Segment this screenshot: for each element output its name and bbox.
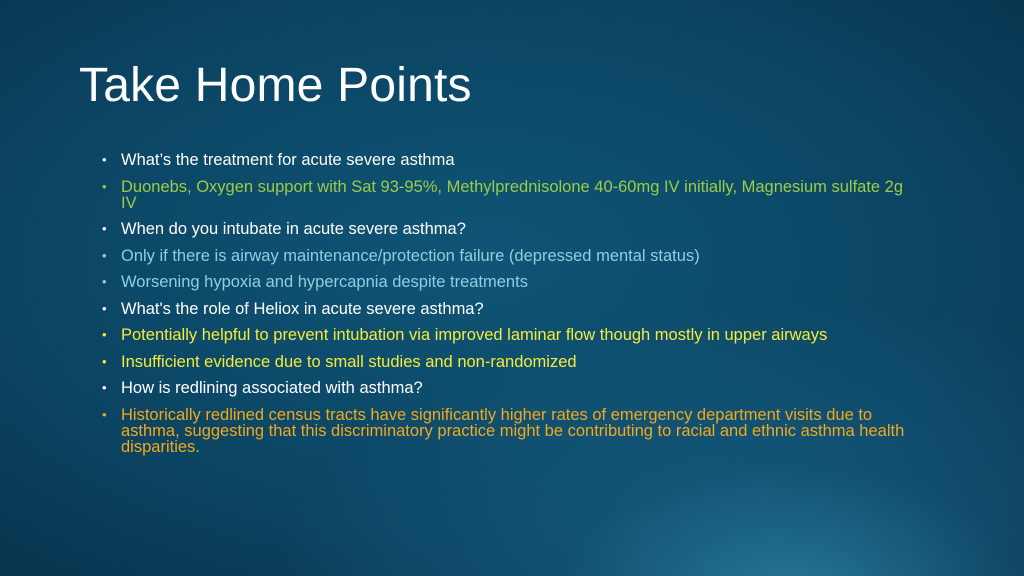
bullet-icon: • bbox=[102, 178, 107, 194]
bullet-icon: • bbox=[102, 300, 107, 316]
bullet-icon: • bbox=[102, 274, 107, 289]
list-item bbox=[100, 248, 920, 264]
list-item bbox=[100, 301, 920, 317]
point-text: How is redlining associated with asthma? bbox=[121, 379, 423, 397]
point-text: Only if there is airway maintenance/protection failure (depressed mental status) bbox=[121, 246, 700, 265]
bullet-icon: • bbox=[102, 380, 107, 395]
bullet-icon: • bbox=[102, 247, 107, 263]
point-text: What's the role of Heliox in acute severe asthma? bbox=[121, 299, 484, 318]
point-text: Duonebs, Oxygen support with Sat 93-95%, Methylprednisolone 40-60mg IV initially, Magnesium sulfate 2g IV bbox=[121, 177, 904, 212]
point-text: Insufficient evidence due to small studies and non-randomized bbox=[121, 352, 577, 371]
bullet-icon: • bbox=[102, 327, 107, 342]
list-item bbox=[100, 179, 920, 211]
slide-title: Take Home Points bbox=[79, 59, 472, 112]
bullet-icon: • bbox=[102, 152, 107, 167]
point-text: Potentially helpful to prevent intubation via improved laminar flow though mostly in upper airways bbox=[121, 326, 828, 344]
list-item bbox=[100, 152, 920, 168]
list-item bbox=[100, 354, 920, 370]
point-text: What’s the treatment for acute severe asthma bbox=[121, 151, 455, 169]
point-text: Worsening hypoxia and hypercapnia despite treatments bbox=[121, 273, 528, 291]
list-item bbox=[100, 221, 920, 237]
list-item bbox=[100, 274, 920, 290]
point-text: When do you intubate in acute severe asthma? bbox=[121, 220, 466, 238]
bullet-icon: • bbox=[102, 353, 107, 369]
list-item bbox=[100, 327, 920, 343]
list-item bbox=[100, 380, 920, 396]
bullet-icon: • bbox=[102, 406, 107, 422]
take-home-points-list bbox=[100, 152, 920, 465]
bullet-icon: • bbox=[102, 221, 107, 236]
list-item bbox=[100, 407, 920, 455]
point-text: Historically redlined census tracts have significantly higher rates of emergency department visits due to asthma, suggesting that this discriminatory practice might be contributing to racial and ethnic asthma health disparities. bbox=[121, 405, 905, 456]
